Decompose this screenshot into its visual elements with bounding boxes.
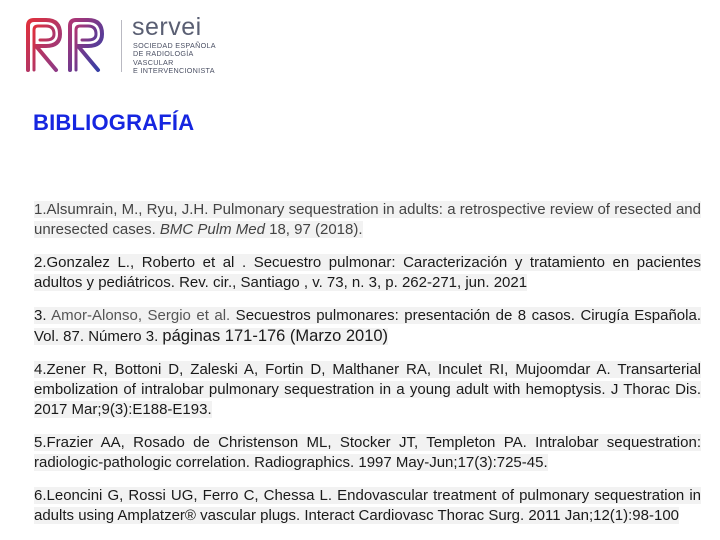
logo-subtitle-line: VASCULAR — [133, 57, 174, 67]
reference-pages: páginas 171-176 (Marzo 2010) — [162, 327, 389, 345]
reference-text-main: Secuestros pulmonares: presentación de 8 casos. Cirugía Española. Vol. 87. Número 3. — [34, 307, 701, 345]
logo-subtitle-line: DE RADIOLOGÍA — [133, 49, 194, 59]
reference-item — [34, 200, 701, 240]
logo-subtitle-line: SOCIEDAD ESPAÑOLA — [133, 41, 216, 50]
reference-text: 4.Zener R, Bottoni D, Zaleski A, Fortin D, Malthaner RA, Inculet RI, Mujoomdar A. Transarterial embolization of intralobar pulmonary sequestration in a young adult with hemoptysis. J Thorac Dis. 2017 Mar;9(3):E188-E193. — [34, 361, 701, 418]
reference-text-main: 1.Alsumrain, M., Ryu, J.H. Pulmonary sequestration in adults: a retrospective review of resected and unresected cases. — [34, 201, 701, 238]
logo-divider — [121, 20, 122, 72]
logo-name: servei — [132, 13, 202, 41]
logo-subtitle-line: E INTERVENCIONISTA — [133, 66, 215, 76]
page-title: BIBLIOGRAFÍA — [33, 110, 195, 135]
reference-text-end: 18, 97 (2018). — [264, 221, 363, 238]
reference-text: 5.Frazier AA, Rosado de Christenson ML, Stocker JT, Templeton PA. Intralobar sequestration: radiologic-pathologic correlation. Radiographics. 1997 May-Jun;17(3):725-45. — [34, 434, 701, 471]
reference-text: 2.Gonzalez L., Roberto et al . Secuestro pulmonar: Caracterización y tratamiento en pacientes adultos y pediátricos. Rev. cir., Santiago , v. 73, n. 3, p. 262-271, jun. 2021 — [34, 254, 701, 291]
reference-item — [34, 433, 701, 473]
reference-text: 6.Leoncini G, Rossi UG, Ferro C, Chessa L. Endovascular treatment of pulmonary sequestration in adults using Amplatzer® vascular plugs. Interact Cardiovasc Thorac Surg. 2011 Jan;12(1):98-100 — [34, 487, 701, 524]
reference-item — [34, 253, 701, 293]
servei-logo-mark — [22, 16, 114, 74]
reference-list — [34, 200, 701, 539]
reference-authors: Amor-Alonso, Sergio et al. — [51, 307, 231, 324]
reference-item — [34, 486, 701, 526]
reference-journal: BMC Pulm Med — [159, 221, 265, 238]
reference-text — [34, 201, 701, 238]
reference-item — [34, 306, 701, 347]
reference-number: 3. — [34, 307, 52, 324]
reference-item — [34, 360, 701, 420]
logo-subtitle — [133, 42, 216, 76]
reference-text — [34, 307, 701, 345]
servei-logo — [22, 13, 216, 78]
